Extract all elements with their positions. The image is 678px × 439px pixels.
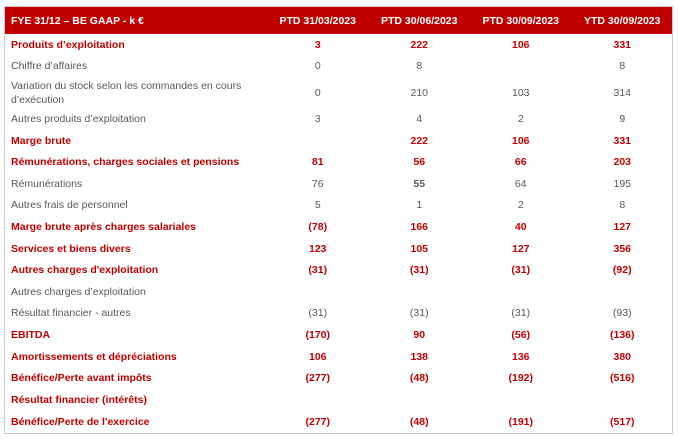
table-row [5, 367, 673, 389]
row-label: Autres charges d’exploitation [11, 285, 146, 298]
row-value: 9 [619, 112, 626, 125]
row-value: 123 [308, 242, 327, 255]
row-value: (31) [511, 264, 531, 277]
row-value [369, 389, 471, 411]
row-value: (516) [609, 372, 635, 385]
header-col-ptd-q1: PTD 31/03/2023 [279, 14, 356, 27]
table-row [5, 238, 673, 260]
table-row [5, 303, 673, 325]
row-label: Marge brute après charges salariales [11, 220, 197, 233]
table-body [5, 34, 673, 433]
row-value: (93) [612, 307, 632, 320]
row-label: Résultat financier (intérêts) [11, 393, 147, 406]
row-value [572, 281, 674, 303]
row-value: 8 [619, 199, 626, 212]
row-value: 81 [311, 156, 324, 169]
financial-table [5, 7, 673, 433]
row-label: Variation du stock selon les commandes en cours d’exécution [11, 79, 242, 106]
table-row [5, 56, 673, 78]
table-row [5, 173, 673, 195]
row-value: (31) [308, 307, 328, 320]
row-value: (92) [612, 264, 632, 277]
row-value: (31) [409, 264, 429, 277]
row-label: Services et biens divers [11, 242, 131, 255]
row-value: 0 [314, 60, 321, 73]
row-value: (517) [609, 415, 635, 428]
row-label: EBITDA [11, 328, 51, 341]
row-label: Autres produits d’exploitation [11, 112, 146, 125]
row-value [267, 281, 369, 303]
row-value: 127 [613, 220, 632, 233]
row-value: 127 [511, 242, 530, 255]
row-value: 331 [613, 134, 632, 147]
row-value: 5 [314, 199, 321, 212]
row-label: Produits d’exploitation [11, 38, 125, 51]
row-value: (78) [308, 220, 328, 233]
row-value: (277) [305, 415, 330, 428]
row-value: 0 [314, 86, 321, 99]
row-value: 56 [413, 156, 426, 169]
row-value: 195 [613, 177, 632, 190]
table-row [5, 281, 673, 303]
row-value: 3 [314, 38, 321, 51]
row-value: 103 [511, 86, 530, 99]
row-value [369, 281, 471, 303]
row-value: 166 [410, 220, 429, 233]
row-value: 90 [413, 328, 426, 341]
header-row [5, 7, 673, 34]
row-label: Autres frais de personnel [11, 199, 128, 212]
row-label: Marge brute [11, 134, 72, 147]
row-value: 331 [613, 38, 632, 51]
row-value: 105 [410, 242, 429, 255]
row-value: 314 [613, 86, 632, 99]
table-header [5, 7, 673, 34]
table-row [5, 346, 673, 368]
row-value: (48) [409, 415, 429, 428]
row-value [572, 389, 674, 411]
financial-table-frame [4, 6, 673, 434]
row-value: 2 [517, 112, 524, 125]
row-label: Autres charges d'exploitation [11, 264, 159, 277]
row-value: (136) [609, 328, 635, 341]
row-value: 210 [410, 86, 429, 99]
table-row [5, 324, 673, 346]
row-value [267, 389, 369, 411]
row-value: 3 [314, 112, 321, 125]
row-label: Rémunérations [11, 177, 83, 190]
row-value: 8 [416, 60, 423, 73]
row-value: 356 [613, 242, 632, 255]
row-value [470, 56, 572, 78]
row-value: 380 [613, 350, 632, 363]
row-value [267, 130, 369, 152]
table-row [5, 389, 673, 411]
row-value: (56) [511, 328, 531, 341]
header-col-ytd: YTD 30/09/2023 [584, 14, 661, 27]
header-label: FYE 31/12 – BE GAAP - k € [11, 14, 144, 27]
row-value [470, 389, 572, 411]
row-value [470, 281, 572, 303]
row-value: 8 [619, 60, 626, 73]
row-value: 76 [311, 177, 324, 190]
row-value: 1 [416, 199, 423, 212]
table-row [5, 108, 673, 130]
row-value: 64 [514, 177, 527, 190]
row-label: Amortissements et dépréciations [11, 350, 177, 363]
table-row [5, 34, 673, 56]
row-value: 66 [514, 156, 527, 169]
row-value: 106 [511, 134, 530, 147]
row-value: 136 [511, 350, 530, 363]
row-value: (48) [409, 372, 429, 385]
header-col-ptd-q3: PTD 30/09/2023 [482, 14, 559, 27]
row-value: (191) [508, 415, 533, 428]
row-value: 222 [410, 134, 429, 147]
row-value: (31) [308, 264, 328, 277]
table-row [5, 130, 673, 152]
header-col-ptd-q2: PTD 30/06/2023 [381, 14, 458, 27]
row-value: 203 [613, 156, 632, 169]
row-value: (277) [305, 372, 330, 385]
row-value: 106 [511, 38, 530, 51]
row-value: (31) [409, 307, 429, 320]
row-label: Rémunérations, charges sociales et pensions [11, 156, 240, 169]
row-value: 4 [416, 112, 423, 125]
row-label: Chiffre d’affaires [11, 60, 88, 73]
row-value: 40 [514, 220, 527, 233]
table-row [5, 259, 673, 281]
table-row [5, 77, 673, 108]
row-label: Bénéfice/Perte avant impôts [11, 372, 152, 385]
row-label: Bénéfice/Perte de l'exercice [11, 415, 150, 428]
row-value: 138 [410, 350, 429, 363]
row-label: Résultat financier - autres [11, 307, 131, 320]
row-value: (192) [508, 372, 533, 385]
table-row [5, 411, 673, 433]
row-value: 55 [413, 177, 426, 190]
row-value: 2 [517, 199, 524, 212]
row-value: (31) [511, 307, 531, 320]
row-value: 222 [410, 38, 429, 51]
table-row [5, 195, 673, 217]
row-value: (170) [305, 328, 330, 341]
row-value: 106 [308, 350, 327, 363]
table-row [5, 151, 673, 173]
table-row [5, 216, 673, 238]
